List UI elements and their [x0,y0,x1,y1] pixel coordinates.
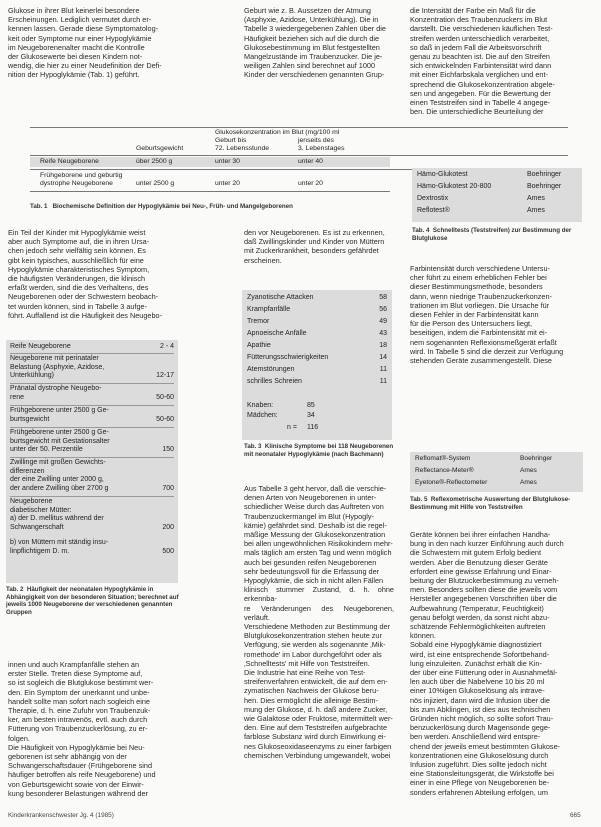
symptom-label: Zyanotische Attacken [247,294,314,301]
text-line: so daß in jedem Fall die Arbeitsvorschrift [410,42,542,52]
divider [10,427,174,428]
text-line: beseitigen, indem die Farbintensität mit ei- [410,328,548,338]
text-line: sehr bedeutungsvoll für die Erfassung der [244,566,380,576]
text-line: wendig, die hier zu einer Neudefinition der Defi- [8,61,162,71]
table-3 [242,290,392,440]
text-line: wird, ist eine entsprechende Sofortbehand- [410,649,550,659]
table-1-row-2-label: Frühgeborene und geburtig dystrophe Neugeborene [40,172,123,187]
text-line: Tabelle 3 wiedergegebenen Zahlen über die [244,24,386,34]
text-line: Fütterung von Traubenzuckerlösung, zu er- [8,724,148,734]
text-line: so ist sogleich die Blutglukose bestimmt wer- [8,678,154,688]
text-line: Geräte können bei ihrer einfachen Handha- [410,530,551,539]
test-name: Reflotest® [417,207,450,214]
test-name: Dextrostix [417,195,449,202]
text-line: Ein Teil der Kinder mit Hypoglykämie weist [8,228,146,237]
text-line: tet wurden können, sind in Tabelle 3 aufge- [8,301,148,311]
text-line: Verfügung, sie werden als sogenannte ‚Mik- [244,640,386,650]
table-1-row-2-weight: unter 2500 g [136,180,175,187]
text-line: erster Stelle. Treten diese Symptome auf, [8,669,143,679]
text-line: eine Stationsleitungsgerät, die Wirkstoffe bei [410,769,554,779]
table-5-row [415,479,578,488]
text-line: Glukosebestimmung im Blut festgestellten [244,42,380,52]
text-line: erfaßt werden, sind die des Verhaltens, des [8,283,149,293]
text-line: innen und auch Krampfanfälle stehen an [8,660,140,669]
text-line: mung der Glukose, d. h. daß andere Zucker, [244,704,388,714]
caption-text: Schnelltests (Teststreifen) zur Bestimmung der Blutglukose [412,227,572,242]
symptom-label: Krampfanfälle [247,306,291,313]
text-line: cher führt zu einem erheblichen Fehler bei [410,273,547,283]
text-line: sprechend die Glukosekonzentration abgele- [410,79,555,89]
table-5-row [415,467,578,476]
total-label: Knaben: [247,402,274,409]
text-line: Gründen nicht möglich, so sollte sofort Trau- [410,714,554,724]
manufacturer: Ames [527,207,545,214]
text-line: den. Ein Symptom der unerkannt und unbe- [8,687,150,697]
top-left-paragraph [8,6,186,80]
top-middle-paragraph [244,6,394,80]
table-2-caption [6,586,182,616]
text-line: erscheinen. [244,255,282,265]
row-label: Neugeborene diabetischer Mütter: a) der D. mellitus während der Schwangerschaft [10,498,104,531]
text-line: den. Eine auf dem Teststreifen aufgebrachte [244,723,388,733]
table-1-caption [30,203,410,211]
caption-number: Tab. 3 [244,443,262,450]
caption-number: Tab. 1 [30,203,48,210]
row-value: 500 [162,548,174,555]
text-line: bung in den nach kurzer Einführung auch durch [410,539,564,549]
text-line: sen und angegeben. Für die Bewertung der [410,88,551,98]
table-2-row [10,355,174,381]
text-line: einen Teststreifen sind in Tabelle 4 angege- [410,98,551,108]
divider [30,191,390,192]
table-1-row-2-a: unter 20 [215,180,240,187]
table-4-caption [412,227,588,242]
row-value: 50-60 [156,394,174,401]
table-1-col-a: Geburt bis 72. Lebensstunde [215,137,270,152]
text-line: Hypoglykämie, die sich in nicht allen Fällen [244,576,384,586]
text-line: Häufigkeit beziehen sich auf die durch die [244,33,380,43]
text-line: schiedlicher Weise durch das Auftreten von [244,502,384,512]
table-1-col-b: jenseits des 3. Lebenstages [298,137,345,152]
table-4-row [417,171,577,180]
text-line: werden. Aber die Benutzung dieser Geräte [410,557,548,567]
column-2-middle-paragraph [244,228,394,265]
text-line: Verschiedene Methoden zur Bestimmung der [244,622,391,632]
text-line: die Intensität der Farbe ein Maß für die [410,6,536,15]
text-line: (Asphyxie, Azidose, Unterkühlung). Die in [244,15,379,25]
text-line: die Schwestern mit gutem Erfolg bedient [410,548,542,558]
text-line: schätzende Fehlermöglichkeiten auftreten [410,622,546,632]
table-1-row-1-weight: über 2500 g [136,158,173,165]
text-line: aber auch Symptome auf, die in ihren Ursa- [8,237,150,247]
text-line: nition der Hypoglykämie (Tab. 1) geführt. [8,70,140,80]
table-1-row-1-a: unter 30 [215,158,240,165]
table-1-row-1-b: unter 40 [298,158,323,165]
column-1-lower-paragraph [8,660,180,798]
text-line: der über eine Fütterung oder in Ausnahmefäl- [410,668,558,678]
caption-number: Tab. 5 [410,496,428,503]
symptom-label: Atemstörungen [247,366,295,373]
text-line: len auch über die Nabelvene 10 bis 20 ml [410,677,545,687]
text-line: romethode' im Labor durchgeführt oder als [244,649,382,659]
text-line: Infusion zugeführt. Dies sollte jedoch nicht [410,760,547,770]
text-line: erfordert eine gewisse Erfahrung und Einar- [410,566,552,576]
text-line: den vor Neugeborenen. Es ist zu erkennen, [244,228,385,237]
text-line: chen jedoch sehr vielfältig sein können. Es [8,246,146,256]
caption-text: Reflexometrische Auswertung der Blutglukose-Bestimmung mit Hilfe von Teststreifen [410,496,571,511]
total-value: 85 [307,402,315,409]
text-line: konzentrationen eine Glukoselösung durch [410,750,549,760]
symptom-label: Fütterungsschwierigkeiten [247,354,329,361]
text-line: gibt kein typisches, ausschließlich für eine [8,255,144,265]
table-1-header-group: Glukosekonzentration im Blut (mg/100 ml [215,129,340,136]
table-1-row-2-b: unter 20 [298,180,323,187]
text-line: Die Industrie hat eine Reihe von Test- [244,668,366,678]
symptom-count: 49 [379,318,387,325]
text-line: nes Glukoseoxidaseenzyms zu einer farbigen [244,741,392,751]
text-line: genau zu beachten ist. Die auf den Streifen [410,52,550,62]
manufacturer: Ames [520,467,537,474]
table-4-row [417,183,577,192]
row-label: Neugeborene mit perinataler Belastung (Asphyxie, Azidose, Unterkühlung) [10,355,105,380]
text-line: ‚Schnelltests' mit Hilfe von Teststreifen. [244,658,370,668]
text-line: daß Zwillingskinder und Kinder von Müttern [244,237,385,247]
text-line: wie Galaktose oder Fruktose, mitermittelt wer- [244,714,393,724]
table-3-row [247,330,387,339]
text-line: trationen im Blut vorliegen. Die Ursache für [410,300,550,310]
text-line: ben werden. Anschließend wird entspre- [410,732,541,742]
table-2-row [10,498,174,533]
test-name: Hämo-Glukotest [417,171,468,178]
text-line: lung einzuleiten. Zunächst erhält die Kin- [410,658,542,668]
divider [30,127,568,128]
divider [10,353,174,354]
text-line: dann, wenn niedrige Traubenzuckerkonzen- [410,291,552,301]
row-label: Zwillinge mit großen Gewichts- differenzen der eine Zwilling unter 2000 g, der andere Zwilling über 2700 g [10,459,109,492]
table-3-row [247,342,387,351]
page-number: 665 [570,812,581,819]
table-2-row [10,429,174,455]
text-line: Geburt wie z. B. Aussetzen der Atmung [244,6,371,15]
text-line: sich entwickelnden Farbintensität wird dann [410,61,552,71]
text-line: hen. Dies ermöglicht die alleinige Bestim- [244,695,378,705]
text-line: für die Person des Untersuchers liegt, [410,319,533,329]
text-line: Neugeborenen oder der Schwestern beobach- [8,292,159,302]
table-3-total-row [247,412,387,421]
column-1-middle-paragraph [8,228,230,320]
text-line: chend der jeweils erneut bestimmten Glukose- [410,741,561,751]
table-5 [410,452,583,492]
text-line: benzuckerlösung durch Magensonde gege- [410,723,551,733]
row-label: b) von Müttern mit ständig insu- linpflichtigem D. m. [10,539,109,555]
text-line: beitung der Blutzuckerbestimmung zu verneh- [410,576,559,586]
table-3-row [247,318,387,327]
text-line: nös injiziert, dann wird die Infusion über die [410,695,550,705]
text-line: chemischen Verbindung umgewandelt, wobei [244,750,391,760]
row-value: 150 [162,446,174,453]
text-line: von Geburtsgewicht sowie von der Einwir- [8,779,144,789]
text-line: häufiger betroffen als reife Neugeborene) und [8,770,156,780]
text-line: bis zum Abklingen, ist dies aus technischen [410,704,551,714]
symptom-label: schrilles Schreien [247,378,302,385]
caption-text: Häufigkeit der neonatalen Hypoglykämie in Abhängigkeit von der besonderen Situation; berechnet auf jeweils 1000 Neugeborene der verschiedenen genannten Gruppen [6,586,179,616]
table-4-row [417,207,577,216]
text-line: kennen lassen. Gerade diese Symptomatolog- [8,24,159,34]
text-line: Sobald eine Hypoglykämie diagnostiziert [410,640,542,650]
text-line: ben. Die unterschiedliche Beurteilung der [410,107,544,117]
caption-text: Klinische Symptome bei 118 Neugeborenen mit neonataler Hypoglykämie (nach Bachmann) [244,443,394,458]
table-5-caption [410,496,588,511]
text-line: kämie) gefährdet sind. Deshalb ist die regel- [244,520,387,530]
table-3-row [247,306,387,315]
manufacturer: Boehringer [527,171,562,178]
text-line: Konzentration des Traubenzuckers im Blut [410,15,548,25]
text-line: Traubenzuckermangel im Blut (Hypogly- [244,511,374,521]
text-line: men. Besonders sollten diese die jeweils vom [410,585,558,595]
text-line: Die Häufigkeit von Hypoglykämie bei Neu- [8,742,145,752]
table-3-total-row [247,402,387,411]
row-value: 2 - 4 [159,343,174,350]
text-line: einer in eine Pflege von Neugeborenen be- [410,778,550,788]
row-label: Reife Neugeborene [10,343,71,350]
row-label: Pränatal dystrophe Neugebo- rene [10,385,102,401]
row-value: 12-17 [156,372,174,379]
column-2-lower-paragraph [244,484,394,760]
device-name: Reflomat®-System [415,455,471,462]
text-line: streifenverfahren entwickelt, die auf dem en- [244,677,388,687]
text-line: bei allen ungewöhnlichen Risikokindern mehr- [244,539,393,549]
text-line: Farbintensität durch verschiedene Untersu- [410,264,550,273]
divider [10,496,174,497]
text-line: auch bei gesunden reifen Neugeborenen [244,557,377,567]
table-4 [412,168,582,222]
text-line: klinisch stummer Zustand, d. h. ohne erkennba- [244,585,394,604]
text-line: ker, am besten intravenös, evtl. auch durch [8,715,148,725]
text-line: nem sogenannten Reflexionsmeßgerät erfaßt [410,337,557,347]
total-label: Mädchen: [247,412,278,419]
manufacturer: Boehringer [520,455,553,462]
divider [10,383,174,384]
device-name: Eyetone®-Reflectometer [415,479,488,486]
total-value: 34 [307,412,315,419]
text-line: mäßige Messung der Glukosekonzentration [244,530,386,540]
top-right-paragraph [410,6,590,116]
text-line: Hersteller angegebenen Vorschriften über die [410,594,557,604]
text-line: Hypoglykämie charakteristisches Symptom, [8,264,150,274]
total-label: n = [287,424,297,431]
text-line: wird. In Tabelle 5 sind die derzeit zur Verfügung [410,346,564,356]
device-name: Reflectance-Meter® [415,467,474,474]
table-5-row [415,455,578,464]
text-line: re Veränderungen des Neugeborenen, verläuft. [244,603,394,622]
table-3-row [247,294,387,303]
test-name: Hämo-Glukotest 20-800 [417,183,492,190]
text-line: diesen Fehler in der Farbintensität kann [410,310,539,320]
table-1-col-weight: Geburtsgewicht [136,145,184,152]
symptom-count: 56 [379,306,387,313]
footer-source: Kinderkrankenschwester Jg. 4 (1985) [8,812,114,819]
text-line: mit Zuckerkrankheit, besonders gefährdet [244,246,379,256]
table-2 [6,340,178,583]
divider [30,155,568,156]
symptom-label: Apnoeische Anfälle [247,330,307,337]
text-line: Mangelzustände im Traubenzucker. Die je- [244,52,383,62]
symptom-label: Apathie [247,342,271,349]
divider [10,405,174,406]
row-label: Frühgeborene unter 2500 g Ge- burtsgewicht [10,407,109,423]
row-value: 700 [162,485,174,492]
text-line: denen Arten von Neugeborenen in unter- [244,493,377,503]
total-value: 116 [307,424,319,431]
table-2-row [10,459,174,494]
divider [10,457,174,458]
table-2-row [10,385,174,403]
text-line: zymatischen Nachweis der Glukose beru- [244,686,379,696]
text-line: Kinder der verschiedenen genannten Grup- [244,70,385,80]
row-value: 50-60 [156,416,174,423]
text-line: handelt sollte man sofort nach sogleich eine [8,696,150,706]
text-line: genau befolgt werden, da sonst nicht abzu- [410,612,550,622]
text-line: der Glukosewerte bei diesen Kindern not- [8,52,143,62]
text-line: Aus Tabelle 3 geht hervor, daß die verschie- [244,484,387,493]
text-line: führt. Auffallend ist die Häufigkeit des Neugebo- [8,310,163,320]
text-line: streifen werden unterschiedlich verarbeitet, [410,33,550,43]
table-3-row [247,354,387,363]
text-line: können. [410,631,436,641]
text-line: Erscheinungen. Lediglich vermutet durch er- [8,15,152,25]
text-line: keit oder Symptome nur einer Hypoglykämie [8,33,152,43]
manufacturer: Ames [520,479,537,486]
text-line: Therapie, d. h. eine Zufuhr von Traubenzuk- [8,706,151,716]
text-line: weiligen Zahlen sind berechnet auf 1000 [244,61,376,71]
table-3-row [247,366,387,375]
text-line: darstellt. Die verschiedenen käuflichen Test- [410,24,553,34]
manufacturer: Boehringer [527,183,562,190]
column-3-middle-paragraph [410,264,590,365]
symptom-count: 11 [379,366,387,373]
symptom-count: 58 [379,294,387,301]
text-line: Blutglukosekonzentration stehen heute zur [244,631,382,641]
symptom-count: 11 [379,378,387,385]
text-line: mals täglich am ersten Tag und wenn möglich [244,548,392,558]
row-label: Frühgeborene unter 2500 g Ge- burtsgewicht mit Gestationsalter unter der 50. Perzentile [10,429,110,454]
table-1-row-1-label: Reife Neugeborene [40,158,99,165]
text-line: Aufbewahrung (Temperatur, Feuchtigkeit) [410,603,544,613]
text-line: dieser Bestimmungsmethode, besonders [410,282,543,292]
text-line: mit einer Eichfarbskala verglichen und ent- [410,70,548,80]
table-2-row [10,539,174,557]
text-line: geborenen ist sehr abhängig von der [8,752,127,762]
caption-text: Biochemische Definition der Hypoglykämie bei Neu-, Früh- und Mangelgeborenen [52,203,293,210]
table-2-row [10,407,174,425]
caption-number: Tab. 2 [6,586,24,593]
text-line: im Neugeborenenalter macht die Kontrolle [8,42,145,52]
column-3-lower-paragraph [410,530,590,797]
table-4-row [417,195,577,204]
row-value: 200 [162,524,174,531]
symptom-label: Tremor [247,318,270,325]
text-line: einer 10%igen Glukoselösung als intrave- [410,686,545,696]
table-3-row [247,378,387,387]
table-3-caption [244,443,394,458]
text-line: Schwangerschaftsdauer (Frühgeborene sind [8,761,152,771]
text-line: sonders erfahrenen Abteilung erfolgen, um [410,787,548,797]
text-line: Glukose in ihrer Blut keinerlei besondere [8,6,140,15]
text-line: stehenden Geräte zusammengestellt. Diese [410,356,552,366]
caption-number: Tab. 4 [412,227,430,234]
text-line: die häufigsten Veränderungen, die klinisch [8,274,146,284]
symptom-count: 43 [379,330,387,337]
symptom-count: 14 [379,354,387,361]
symptom-count: 18 [379,342,387,349]
text-line: folgen. [8,733,30,743]
manufacturer: Ames [527,195,545,202]
text-line: farblose Substanz wird durch Einwirkung ei- [244,732,386,742]
text-line: kung besonderer Belastungen während der [8,788,148,798]
